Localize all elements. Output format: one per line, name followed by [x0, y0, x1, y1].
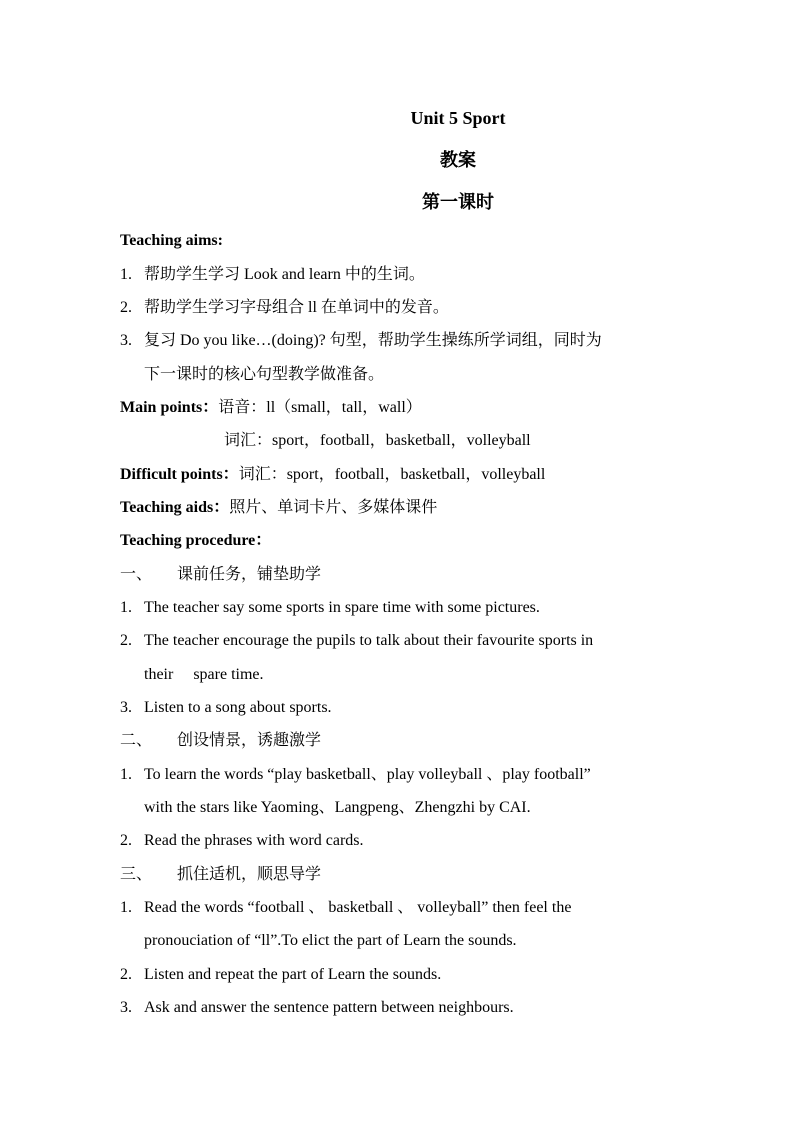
list-number: 1. — [120, 599, 132, 616]
list-number: 1. — [120, 266, 132, 283]
section-1-item-1 — [120, 597, 674, 619]
section-heading-2 — [120, 730, 674, 752]
list-number: 3. — [120, 699, 132, 716]
section-number: 一、 — [120, 566, 153, 583]
section-3-item-1-continuation: pronouciation of “ll”.To elict the part of Learn the sounds. — [144, 932, 517, 949]
main-points-line — [120, 397, 674, 419]
section-3-item-1 — [120, 897, 674, 919]
section-1-item-2 — [120, 630, 674, 652]
section-title: 创设情景，诱趣激学 — [177, 732, 322, 749]
section-number: 二、 — [120, 732, 153, 749]
list-number: 3. — [120, 999, 132, 1016]
list-number: 2. — [120, 966, 132, 983]
list-number: 3. — [120, 332, 132, 349]
list-number: 2. — [120, 832, 132, 849]
aim-item-3-continuation: 下一课时的核心句型教学做准备。 — [144, 366, 385, 383]
list-number: 2. — [120, 632, 132, 649]
aim-item-1 — [120, 264, 674, 286]
section-number: 三、 — [120, 866, 153, 883]
teaching-aids-label: Teaching aids： — [120, 499, 230, 516]
item-text: The teacher say some sports in spare time with some pictures. — [144, 599, 540, 616]
list-number: 2. — [120, 299, 132, 316]
item-text: Listen and repeat the part of Learn the sounds. — [144, 966, 442, 983]
item-text: The teacher encourage the pupils to talk about their favourite sports in — [144, 632, 594, 649]
aim-text: 复习 Do you like…(doing)? 句型，帮助学生操练所学词组，同时为 — [144, 332, 602, 349]
item-text: Listen to a song about sports. — [144, 699, 332, 716]
difficult-points-text: 词汇：sport，football，basketball，volleyball — [238, 466, 546, 483]
aim-item-3 — [120, 330, 674, 352]
lesson-title: 第一课时 — [422, 192, 494, 212]
teaching-aids-text: 照片、单词卡片、多媒体课件 — [229, 499, 438, 516]
list-number: 1. — [120, 899, 132, 916]
teaching-aids-line — [120, 497, 674, 519]
aim-text: 帮助学生学习字母组合 ll 在单词中的发音。 — [144, 299, 449, 316]
main-points-pronunciation: 语音：ll（small，tall，wall） — [218, 399, 422, 416]
aim-item-2 — [120, 297, 674, 319]
doc-type-title: 教案 — [440, 150, 476, 170]
item-text: Read the phrases with word cards. — [144, 832, 364, 849]
section-2-item-2 — [120, 830, 674, 852]
section-3-item-3 — [120, 997, 674, 1019]
aim-text: 帮助学生学习 Look and learn 中的生词。 — [144, 266, 425, 283]
difficult-points-line — [120, 464, 674, 486]
section-2-item-1 — [120, 764, 674, 786]
section-title: 抓住适机，顺思导学 — [177, 866, 322, 883]
main-points-vocab: 词汇：sport，football，basketball，volleyball — [224, 432, 531, 449]
section-title: 课前任务，铺垫助学 — [177, 566, 322, 583]
section-1-item-3 — [120, 697, 674, 719]
list-number: 1. — [120, 766, 132, 783]
item-text: To learn the words “play basketball、play volleyball 、play football” — [144, 766, 591, 783]
teaching-procedure-heading: Teaching procedure： — [120, 532, 272, 549]
unit-title: Unit 5 Sport — [410, 108, 506, 128]
difficult-points-label: Difficult points： — [120, 466, 239, 483]
section-heading-3 — [120, 864, 674, 886]
teaching-aims-heading: Teaching aims: — [120, 232, 223, 249]
section-3-item-2 — [120, 964, 674, 986]
section-2-item-1-continuation: with the stars like Yaoming、Langpeng、Zhengzhi by CAI. — [144, 799, 531, 816]
section-heading-1 — [120, 564, 674, 586]
section-1-item-2-continuation: their spare time. — [144, 666, 264, 683]
item-text: Ask and answer the sentence pattern between neighbours. — [144, 999, 514, 1016]
main-points-label: Main points： — [120, 399, 219, 416]
item-text: Read the words “football 、 basketball 、 volleyball” then feel the — [144, 899, 572, 916]
